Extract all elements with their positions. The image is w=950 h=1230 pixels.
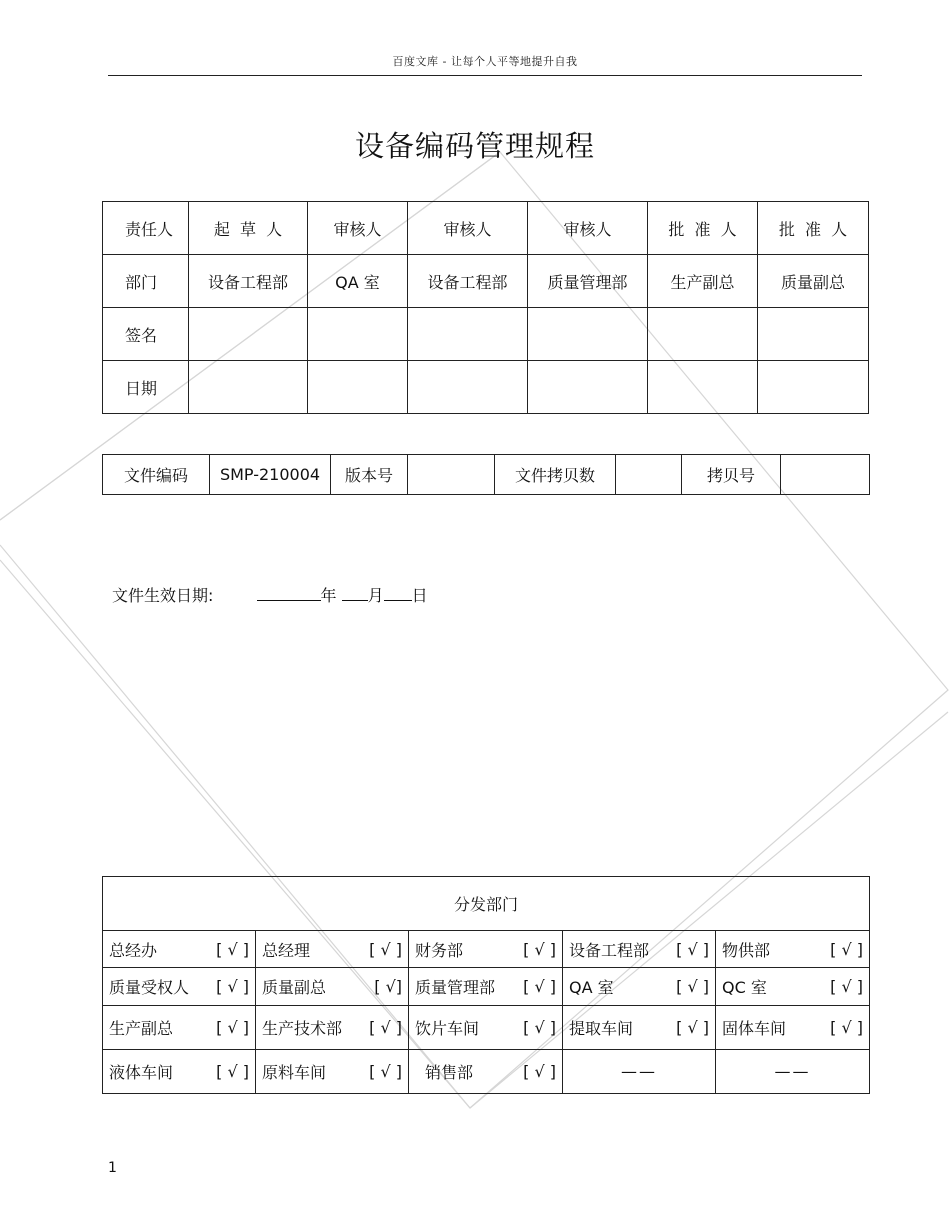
date-field[interactable] [408, 361, 528, 414]
dist-cell [716, 1006, 870, 1050]
check-mark[interactable]: [ √ ] [830, 939, 864, 959]
dist-cell [256, 931, 409, 968]
dist-cell [103, 1050, 256, 1094]
page-header: 百度文库 - 让每个人平等地提升自我 [108, 52, 862, 76]
signature-field[interactable] [408, 308, 528, 361]
dept-name: 财务部 [415, 940, 464, 960]
dept-name: 饮片车间 [415, 1019, 480, 1038]
check-mark[interactable]: [ √ ] [523, 939, 556, 959]
dist-cell [256, 968, 409, 1006]
signature-field[interactable] [189, 308, 308, 361]
check-mark[interactable]: [ √ ] [369, 1062, 402, 1081]
dist-cell [716, 931, 870, 968]
date-field[interactable] [528, 361, 648, 414]
table-cell: 批 准 人 [648, 202, 758, 255]
copy-no-field[interactable] [781, 455, 870, 495]
year-blank[interactable] [257, 582, 321, 601]
dept-name: 固体车间 [722, 1019, 787, 1038]
document-code-table [102, 454, 870, 495]
table-cell: 质量副总 [758, 255, 869, 308]
table-cell: 审核人 [528, 202, 648, 255]
table-cell: 生产副总 [648, 255, 758, 308]
copy-no-label: 拷贝号 [682, 455, 781, 495]
table-cell: 部门 [103, 255, 189, 308]
table-cell: 日期 [103, 361, 189, 414]
check-mark[interactable]: [ √] [374, 977, 402, 996]
check-mark[interactable]: [ √ ] [369, 1018, 402, 1037]
table-row [103, 455, 870, 495]
check-mark[interactable]: [ √ ] [830, 977, 864, 996]
doc-code-value: SMP-210004 [210, 455, 331, 495]
dept-name: QC 室 [722, 978, 767, 997]
signature-field[interactable] [528, 308, 648, 361]
table-cell: 审核人 [308, 202, 408, 255]
table-cell: 起 草 人 [189, 202, 308, 255]
dist-cell [409, 968, 563, 1006]
dept-name: 物供部 [722, 940, 771, 960]
dept-name: 提取车间 [569, 1019, 634, 1038]
year-label: 年 [320, 586, 337, 605]
dept-name: 液体车间 [109, 1063, 174, 1082]
distribution-title: 分发部门 [103, 877, 870, 931]
day-blank[interactable] [384, 582, 412, 601]
distribution-table [102, 876, 870, 1094]
table-cell: QA 室 [308, 255, 408, 308]
effective-date-line [112, 582, 428, 608]
dist-cell [103, 1006, 256, 1050]
month-label: 月 [367, 586, 384, 605]
dept-name: 总经办 [109, 940, 158, 960]
check-mark[interactable]: [ √ ] [676, 1018, 709, 1037]
dist-cell [103, 968, 256, 1006]
copies-label: 文件拷贝数 [495, 455, 616, 495]
dist-cell [563, 931, 716, 968]
table-row [103, 877, 870, 931]
page-number: 1 [108, 1160, 117, 1176]
table-row [103, 1006, 870, 1050]
table-cell: 签名 [103, 308, 189, 361]
check-mark[interactable]: [ √ ] [216, 977, 249, 996]
dept-name: 原料车间 [262, 1063, 327, 1082]
check-mark[interactable]: [ √ ] [369, 939, 402, 959]
date-field[interactable] [189, 361, 308, 414]
doc-code-label: 文件编码 [103, 455, 210, 495]
empty-cell-dash: —— [563, 1050, 716, 1094]
signature-field[interactable] [758, 308, 869, 361]
dept-name: 设备工程部 [569, 940, 650, 960]
dist-cell [563, 968, 716, 1006]
table-row [103, 1050, 870, 1094]
version-field[interactable] [408, 455, 495, 495]
dept-name: 生产技术部 [262, 1019, 343, 1038]
check-mark[interactable]: [ √ ] [523, 977, 556, 996]
check-mark[interactable]: [ √ ] [523, 1062, 556, 1081]
dist-cell [256, 1006, 409, 1050]
dept-name: 总经理 [262, 940, 311, 960]
check-mark[interactable]: [ √ ] [216, 1018, 249, 1037]
table-cell: 批 准 人 [758, 202, 869, 255]
check-mark[interactable]: [ √ ] [676, 939, 709, 959]
dept-name: 质量副总 [262, 978, 327, 997]
dist-cell [409, 1006, 563, 1050]
signature-field[interactable] [308, 308, 408, 361]
dept-name: 销售部 [425, 1063, 474, 1082]
check-mark[interactable]: [ √ ] [523, 1018, 556, 1037]
check-mark[interactable]: [ √ ] [830, 1018, 864, 1037]
table-cell: 责任人 [103, 202, 189, 255]
effective-date-label: 文件生效日期: [112, 586, 214, 605]
dept-name: 质量受权人 [109, 978, 190, 997]
date-field[interactable] [758, 361, 869, 414]
document-title: 设备编码管理规程 [354, 129, 595, 163]
check-mark[interactable]: [ √ ] [216, 939, 249, 959]
table-row [103, 202, 869, 255]
dept-name: QA 室 [569, 978, 614, 997]
day-label: 日 [411, 586, 428, 605]
version-label: 版本号 [331, 455, 408, 495]
date-field[interactable] [648, 361, 758, 414]
dist-cell [716, 968, 870, 1006]
empty-cell-dash: —— [716, 1050, 870, 1094]
table-row [103, 361, 869, 414]
table-row [103, 308, 869, 361]
table-row [103, 968, 870, 1006]
signature-table [102, 201, 869, 414]
dist-cell [256, 1050, 409, 1094]
date-field[interactable] [308, 361, 408, 414]
table-row [103, 255, 869, 308]
dept-name: 生产副总 [109, 1019, 174, 1038]
copies-field[interactable] [616, 455, 682, 495]
dist-cell [409, 931, 563, 968]
table-cell: 设备工程部 [408, 255, 528, 308]
table-cell: 设备工程部 [189, 255, 308, 308]
dist-cell [409, 1050, 563, 1094]
month-blank[interactable] [342, 582, 368, 601]
table-cell: 质量管理部 [528, 255, 648, 308]
check-mark[interactable]: [ √ ] [216, 1062, 249, 1081]
signature-field[interactable] [648, 308, 758, 361]
dept-name: 质量管理部 [415, 978, 496, 997]
table-row [103, 931, 870, 968]
dist-cell [103, 931, 256, 968]
check-mark[interactable]: [ √ ] [676, 977, 709, 996]
table-cell: 审核人 [408, 202, 528, 255]
dist-cell [563, 1006, 716, 1050]
